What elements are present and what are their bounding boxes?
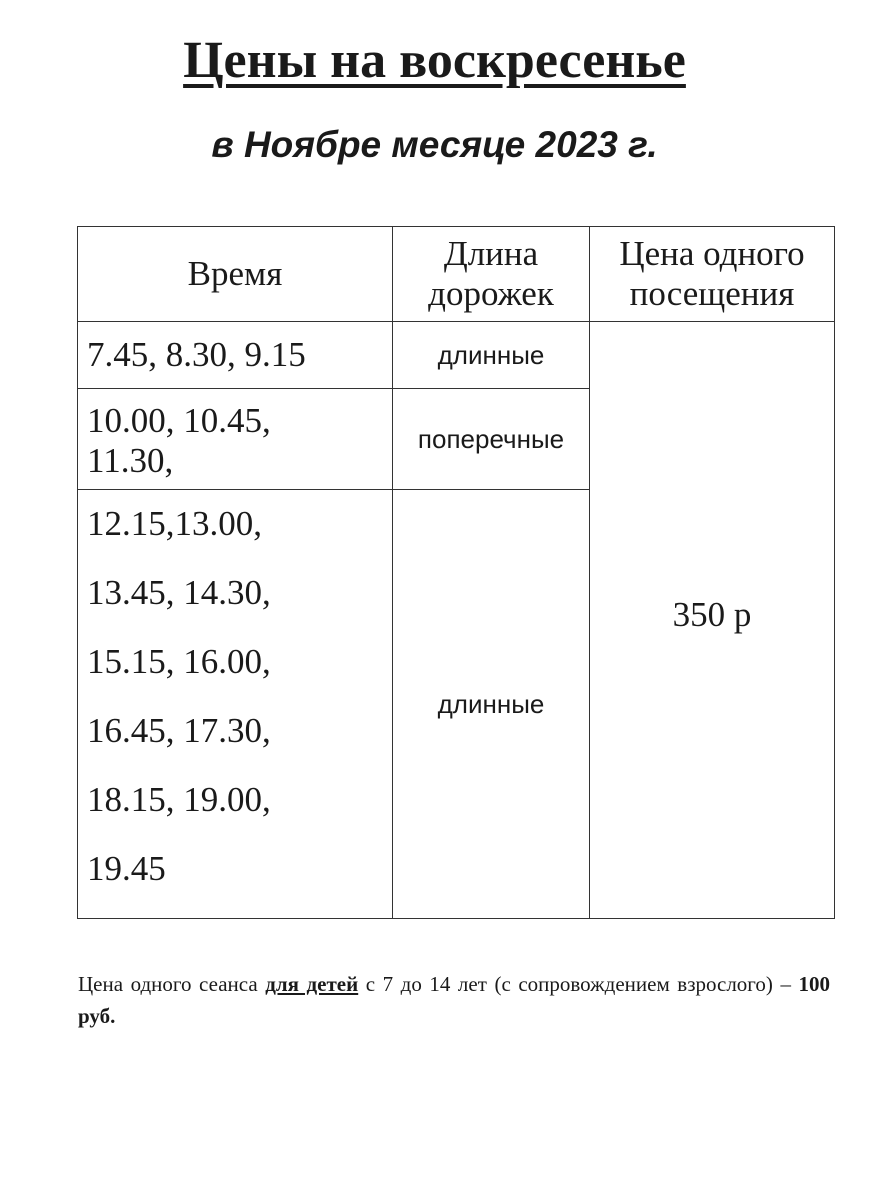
table-row [78,322,835,389]
time-slot: 10.00, 10.45, [87,401,271,440]
page-subtitle: в Ноябре месяце 2023 г. [211,124,658,165]
time-cell [78,389,393,490]
note-text-start: Цена одного сеанса [78,972,266,996]
time-list [87,490,392,918]
note-text-middle: с 7 до 14 лет (с сопровождением взрослого) – [358,972,799,996]
time-slot: 11.30, [87,441,174,480]
time-slot: 7.45, 8.30, 9.15 [87,335,306,374]
time-slot: 19.45 [87,849,166,888]
time-slot: 12.15,13.00, [87,504,262,543]
price-cell: 350 р [590,322,835,919]
header-lanes: Длина дорожек [393,227,590,322]
price-table [77,226,835,919]
page-title [0,26,869,96]
table-header-row [78,227,835,322]
lanes-cell: длинные [393,490,590,919]
children-price-note [78,968,830,1032]
note-amount: 100 руб. [78,972,830,1028]
page-title-text: Цены на воскресенье [183,32,686,89]
time-cell [78,490,393,919]
time-slot: 15.15, 16.00, [87,642,271,681]
lanes-cell: поперечные [393,389,590,490]
lanes-cell: длинные [393,322,590,389]
header-price: Цена одного посещения [590,227,835,322]
time-slot: 18.15, 19.00, [87,780,271,819]
time-slot: 16.45, 17.30, [87,711,271,750]
note-kids-label: для детей [265,972,359,996]
time-cell [78,322,393,389]
time-slot: 13.45, 14.30, [87,573,271,612]
header-time: Время [78,227,393,322]
